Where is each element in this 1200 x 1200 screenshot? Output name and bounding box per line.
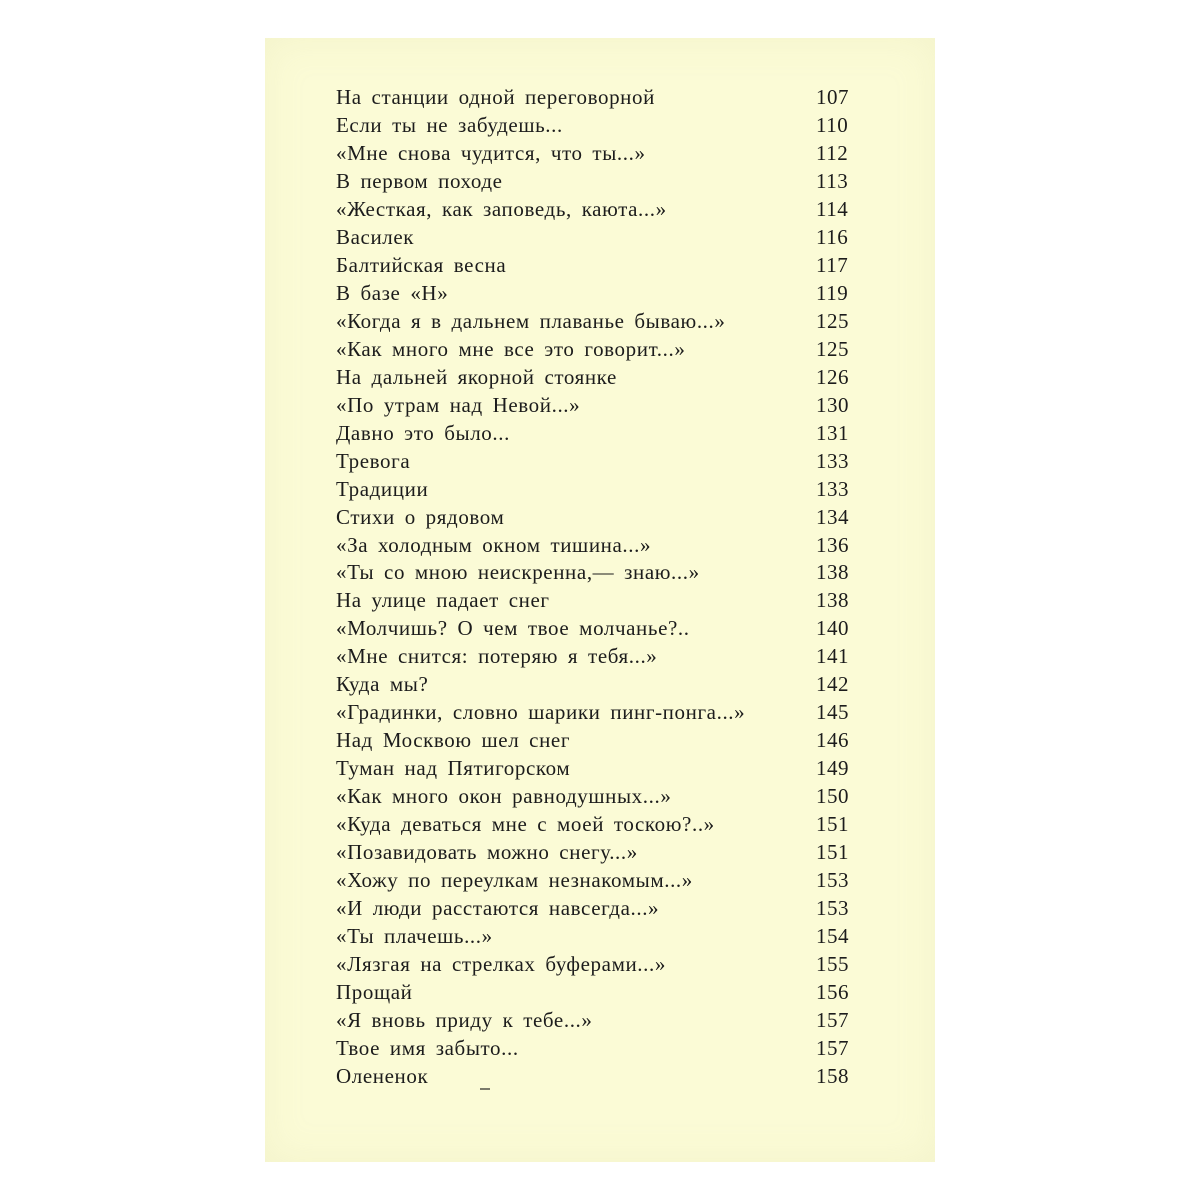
toc-entry-title: Василек bbox=[336, 224, 415, 249]
toc-entry-page: 153 bbox=[816, 896, 849, 921]
toc-entry-title: «Позавидовать можно снегу...» bbox=[336, 840, 638, 865]
toc-entry-page: 125 bbox=[816, 336, 849, 361]
toc-entry-title: «Мне снится: потеряю я тебя...» bbox=[336, 644, 658, 669]
toc-entry bbox=[336, 279, 866, 307]
toc-entry bbox=[336, 475, 866, 503]
toc-entry-title: «Я вновь приду к тебе...» bbox=[336, 1007, 593, 1032]
toc-entry bbox=[336, 111, 866, 139]
toc-entry-page: 141 bbox=[816, 644, 849, 669]
toc-entry-page: 155 bbox=[816, 952, 849, 977]
toc-entry bbox=[336, 670, 866, 698]
toc-entry-page: 138 bbox=[816, 588, 849, 613]
toc-entry-page: 138 bbox=[816, 560, 849, 585]
toc-entry-page: 154 bbox=[816, 924, 849, 949]
toc-entry-page: 156 bbox=[816, 980, 849, 1004]
toc-entry-title: В первом походе bbox=[336, 168, 503, 193]
toc-entry-page: 130 bbox=[816, 392, 849, 417]
toc-entry-title: Если ты не забудешь... bbox=[336, 112, 563, 137]
toc-entry bbox=[336, 894, 866, 922]
toc-entry-title: «Когда я в дальнем плаванье бываю...» bbox=[336, 308, 726, 333]
toc-entry bbox=[336, 726, 866, 754]
toc-entry bbox=[336, 866, 866, 894]
toc-entry bbox=[336, 531, 866, 559]
toc-entry-title: Балтийская весна bbox=[336, 252, 507, 277]
toc-entry-title: Туман над Пятигорском bbox=[336, 756, 571, 781]
toc-entry-title: На улице падает снег bbox=[336, 588, 550, 613]
toc-entry bbox=[336, 363, 866, 391]
toc-entry bbox=[336, 586, 866, 614]
toc-entry-page: 157 bbox=[816, 1007, 849, 1032]
toc-entry-title: Куда мы? bbox=[336, 672, 429, 697]
toc-entry-title: «Хожу по переулкам незнакомым...» bbox=[336, 868, 693, 893]
toc-entry bbox=[336, 614, 866, 642]
toc-entry-title: «И люди расстаются навсегда...» bbox=[336, 896, 660, 921]
toc-entry bbox=[336, 922, 866, 950]
toc-entry bbox=[336, 978, 866, 1006]
toc-entry bbox=[336, 1034, 866, 1062]
toc-entry-page: 119 bbox=[816, 280, 849, 305]
toc-entry-page: 113 bbox=[816, 168, 849, 193]
toc-entry-page: 125 bbox=[816, 308, 849, 333]
toc-entry-title: «По утрам над Невой...» bbox=[336, 392, 581, 417]
toc-entry-title: Прощай bbox=[336, 980, 413, 1004]
toc-entry-page: 142 bbox=[816, 672, 849, 697]
toc-entry-page: 107 bbox=[816, 85, 849, 109]
toc-entry-title: Тревога bbox=[336, 448, 411, 473]
toc-entry-title: «Жесткая, как заповедь, каюта...» bbox=[336, 196, 667, 221]
toc-entry-page: 149 bbox=[816, 756, 849, 781]
toc-entry-page: 112 bbox=[816, 140, 849, 165]
toc-entry-title: Над Москвою шел снег bbox=[336, 728, 571, 753]
toc-entry bbox=[336, 167, 866, 195]
toc-entry-title: Олененок bbox=[336, 1063, 429, 1088]
toc-entry-page: 117 bbox=[816, 252, 849, 277]
toc-entry-title: «Молчишь? О чем твое молчанье?.. bbox=[336, 616, 690, 641]
toc-entry-page: 151 bbox=[816, 840, 849, 865]
toc-entry-page: 114 bbox=[816, 196, 849, 221]
toc-entry-title: «Градинки, словно шарики пинг-понга...» bbox=[336, 700, 746, 725]
toc-entry-page: 145 bbox=[816, 700, 849, 725]
toc-entry bbox=[336, 251, 866, 279]
toc-entry-title: «За холодным окном тишина...» bbox=[336, 532, 652, 557]
toc-entry-page: 153 bbox=[816, 868, 849, 893]
toc-entry-title: Стихи о рядовом bbox=[336, 504, 505, 529]
toc-entry-title: Давно это было... bbox=[336, 420, 510, 445]
toc-entry bbox=[336, 1062, 866, 1090]
toc-entry-page: 136 bbox=[816, 532, 849, 557]
toc-entry-title: Твое имя забыто... bbox=[336, 1035, 519, 1060]
toc-entry-title: На станции одной переговорной bbox=[336, 85, 655, 109]
toc-entry-page: 151 bbox=[816, 812, 849, 837]
toc-entry bbox=[336, 419, 866, 447]
toc-entry bbox=[336, 810, 866, 838]
print-mark bbox=[480, 1088, 490, 1090]
toc-entry-title: «Мне снова чудится, что ты...» bbox=[336, 140, 646, 165]
toc-entry-page: 110 bbox=[816, 112, 849, 137]
toc-entry bbox=[336, 447, 866, 475]
toc-entry-title: «Как много окон равнодушных...» bbox=[336, 784, 672, 809]
toc-entry-title: «Как много мне все это говорит...» bbox=[336, 336, 686, 361]
toc-entry-title: Традиции bbox=[336, 476, 429, 501]
toc-entry bbox=[336, 307, 866, 335]
toc-entry bbox=[336, 503, 866, 531]
toc-entry-page: 126 bbox=[816, 364, 849, 389]
toc-entry bbox=[336, 391, 866, 419]
toc-entry-page: 150 bbox=[816, 784, 849, 809]
toc-entry-page: 133 bbox=[816, 476, 849, 501]
toc-entry-title: «Ты со мною неискренна,— знаю...» bbox=[336, 560, 700, 585]
toc-entry-title: «Куда деваться мне с моей тоскою?..» bbox=[336, 812, 715, 837]
toc-entry-page: 134 bbox=[816, 504, 849, 529]
toc-entry bbox=[336, 950, 866, 978]
toc-entry bbox=[336, 195, 866, 223]
toc-entry bbox=[336, 642, 866, 670]
toc-entry-page: 133 bbox=[816, 448, 849, 473]
toc-entry bbox=[336, 223, 866, 251]
toc-entry-title: На дальней якорной стоянке bbox=[336, 364, 617, 389]
toc-entry bbox=[336, 139, 866, 167]
toc-entry bbox=[336, 558, 866, 586]
table-of-contents bbox=[336, 83, 866, 1090]
toc-entry-page: 140 bbox=[816, 616, 849, 641]
toc-entry-title: «Лязгая на стрелках буферами...» bbox=[336, 952, 666, 977]
toc-entry bbox=[336, 782, 866, 810]
toc-entry bbox=[336, 698, 866, 726]
toc-entry bbox=[336, 1006, 866, 1034]
toc-entry-title: «Ты плачешь...» bbox=[336, 924, 493, 949]
toc-entry bbox=[336, 83, 866, 111]
toc-entry-title: В базе «Н» bbox=[336, 280, 449, 305]
toc-entry-page: 146 bbox=[816, 728, 849, 753]
toc-entry-page: 157 bbox=[816, 1035, 849, 1060]
toc-entry bbox=[336, 754, 866, 782]
toc-entry bbox=[336, 335, 866, 363]
toc-entry-page: 131 bbox=[816, 420, 849, 445]
toc-entry bbox=[336, 838, 866, 866]
toc-entry-page: 158 bbox=[816, 1063, 849, 1088]
toc-entry-page: 116 bbox=[816, 224, 849, 249]
